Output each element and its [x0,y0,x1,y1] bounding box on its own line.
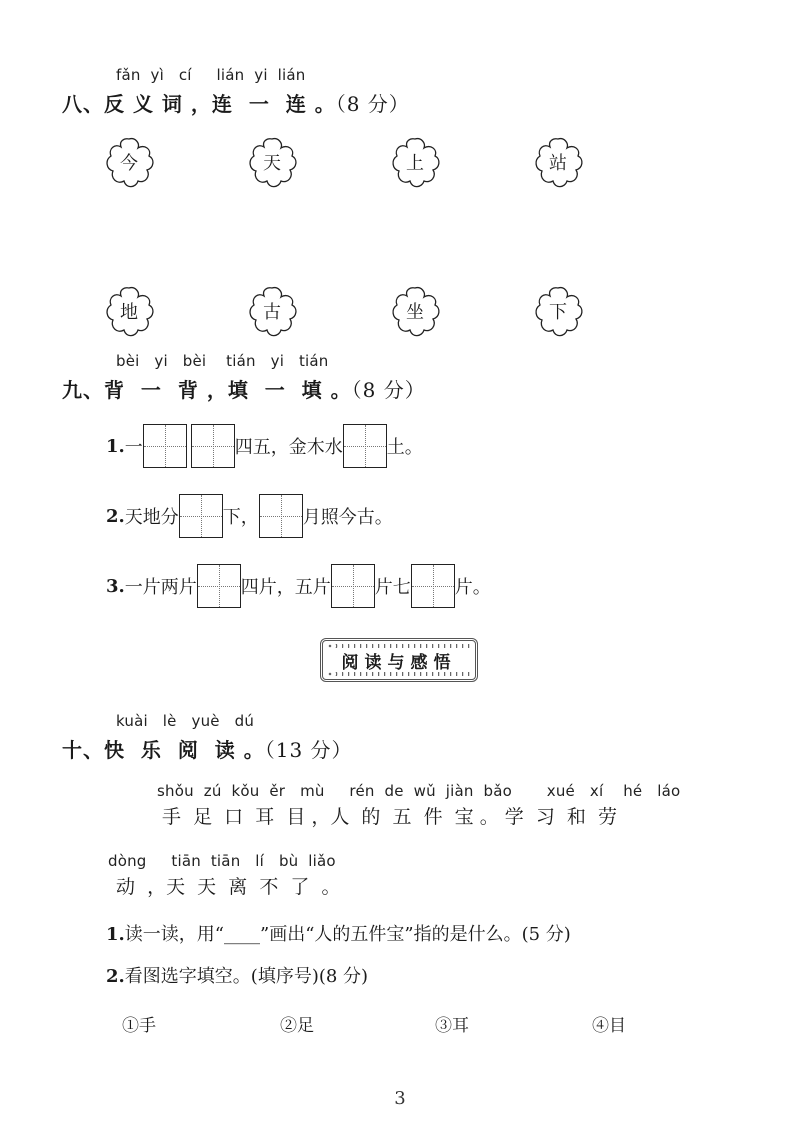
flower-card-bottom-3[interactable] [388,284,442,338]
question-text: 读一读，用“____”画出“人的五件宝”指的是什么。(5 分) [124,924,571,945]
item-number: 1. [106,435,125,457]
section10-title [62,734,353,763]
section9-pinyin: bèi yi bèi tián yi tián [116,352,329,370]
flower-card-top-4[interactable] [531,135,585,189]
flower-card-bottom-1[interactable] [102,284,156,338]
item-text: 下， [222,507,259,528]
option-2: ②足 [280,1016,314,1036]
page-number: 3 [394,1088,406,1109]
tian-zi-ge-box[interactable] [197,564,241,608]
tian-zi-ge-box[interactable] [259,494,303,538]
section9-score: （8 分） [351,378,426,402]
flower-card-bottom-4[interactable] [531,284,585,338]
fill-item-3 [106,562,491,610]
flower-card-top-1[interactable] [102,135,156,189]
option-4: ④目 [592,1016,626,1036]
reading-section-banner [320,638,478,682]
flower-char: 坐 [406,302,424,323]
question-number: 2. [106,966,125,987]
option-3: ③耳 [435,1016,469,1036]
section10-pinyin: kuài lè yuè dú [116,712,255,730]
banner-label: 阅读与感悟 [341,652,457,673]
item-number: 2. [106,505,125,527]
flower-card-bottom-2[interactable] [245,284,299,338]
section10-title-text: 十、快 乐 阅 读 。 [62,738,265,762]
item-number: 3. [106,575,125,597]
item-text: 一 [124,437,143,458]
tian-zi-ge-box[interactable] [179,494,223,538]
flower-char: 今 [120,153,138,174]
item-text: 四片，五片 [240,577,331,598]
flower-card-top-2[interactable] [245,135,299,189]
tian-zi-ge-box[interactable] [191,424,235,468]
section8-title [62,88,410,117]
item-text: 天地分 [124,507,179,528]
question-1 [106,920,571,946]
tian-zi-ge-box[interactable] [411,564,455,608]
section8-title-text: 八、反 义 词 ，连 一 连 。 [62,92,336,116]
item-text: 一片两片 [124,577,197,598]
option-1: ①手 [122,1016,156,1036]
fill-item-1 [106,422,423,470]
flower-char: 下 [549,302,567,323]
tian-zi-ge-box[interactable] [331,564,375,608]
question-2 [106,962,368,988]
flower-char: 古 [263,302,281,323]
item-text: 片七 [374,577,411,598]
section9-title-text: 九、背 一 背 ，填 一 填 。 [62,378,352,402]
item-text: 四五，金木水 [234,437,343,458]
tian-zi-ge-box[interactable] [143,424,187,468]
section10-score: （13 分） [264,738,353,762]
flower-card-top-3[interactable] [388,135,442,189]
passage-line1-text: 手 足 口 耳 目 ，人 的 五 件 宝 。 学 习 和 劳 [162,806,617,828]
flower-char: 地 [120,302,138,323]
passage-line1-pinyin: shǒu zú kǒu ěr mù rén de wǔ jiàn bǎo xué xí hé láo [157,782,681,800]
section8-pinyin: fǎn yì cí lián yi lián [116,66,306,84]
passage-line2-text: 动 ，天 天 离 不 了 。 [116,876,341,898]
section8-score: （8 分） [335,92,410,116]
question-text: 看图选字填空。(填序号)(8 分) [124,966,369,987]
item-text: 月照今古。 [302,507,393,528]
passage-line2-pinyin: dòng tiān tiān lí bù liǎo [108,852,336,870]
tian-zi-ge-box[interactable] [343,424,387,468]
flower-char: 站 [549,153,567,174]
fill-item-2 [106,492,393,540]
flower-char: 上 [406,153,424,174]
flower-char: 天 [263,153,281,174]
section9-title [62,374,426,403]
item-text: 片。 [454,577,491,598]
question-number: 1. [106,924,125,945]
item-text: 土。 [386,437,423,458]
